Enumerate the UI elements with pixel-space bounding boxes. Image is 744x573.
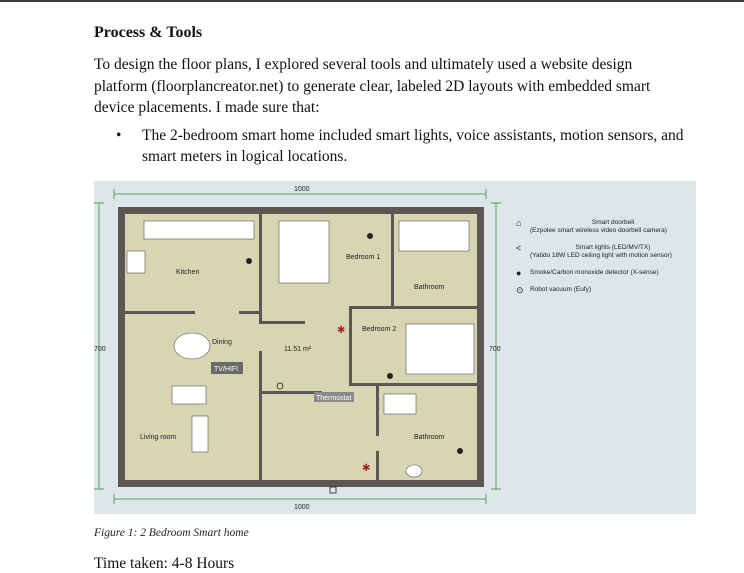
robot-vacuum-icon: ⊙ xyxy=(516,285,524,295)
hall-area-label: 11.51 m² xyxy=(284,346,312,353)
light-icon: ✱ xyxy=(362,463,371,474)
legend-item xyxy=(516,219,696,235)
legend-desc: Smoke/Carbon monoxide detector (X-sense) xyxy=(530,269,659,276)
smoke-detector-icon xyxy=(246,258,252,264)
thermostat-label: Thermostat xyxy=(316,395,352,402)
sofa xyxy=(172,386,206,404)
floorplan-figure xyxy=(94,181,696,514)
kitchen-counter xyxy=(144,221,254,239)
bedroom-1-label: Bedroom 1 xyxy=(346,254,381,261)
list-item xyxy=(94,125,684,168)
light-icon: < xyxy=(516,243,522,253)
dining-table xyxy=(174,333,210,359)
doorbell-icon xyxy=(330,487,336,493)
legend-title: Smart doorbell xyxy=(591,219,635,226)
smoke-detector-icon xyxy=(367,233,373,239)
figure-caption: Figure 1: 2 Bedroom Smart home xyxy=(94,527,249,539)
tv-label: TV/HIFI xyxy=(214,366,239,373)
dim-right: 700 xyxy=(489,346,501,353)
bathtub xyxy=(399,221,469,251)
legend xyxy=(516,219,696,303)
legend-title: Smart lights (LED/MV/TX) xyxy=(575,244,651,251)
legend-desc: (Ezpolee smart wireless video doorbell camera) xyxy=(530,227,667,234)
bed-1 xyxy=(279,221,329,283)
bathroom-1-label: Bathroom xyxy=(414,284,445,291)
armchair xyxy=(192,416,208,452)
bathroom-2-label: Bathroom xyxy=(414,434,445,441)
dining-label: Dining xyxy=(212,339,232,346)
dim-left: 700 xyxy=(94,346,106,353)
document-body xyxy=(94,22,704,168)
light-icon: ✱ xyxy=(337,325,346,336)
legend-item xyxy=(516,269,696,277)
bullet-icon: • xyxy=(116,126,122,144)
bullet-list xyxy=(94,125,704,168)
top-rule xyxy=(0,0,744,2)
shower xyxy=(384,394,416,414)
dim-bottom: 1000 xyxy=(294,504,310,511)
legend-desc: (Yatido 18W LED ceiling light with motion sensor) xyxy=(530,252,672,259)
smoke-detector-icon: ● xyxy=(516,268,522,278)
bed-2 xyxy=(406,324,474,374)
time-taken: Time taken: 4-8 Hours xyxy=(94,555,235,572)
living-room-label: Living room xyxy=(140,434,177,441)
section-heading: Process & Tools xyxy=(94,24,203,41)
kitchen-label: Kitchen xyxy=(176,269,200,276)
stove xyxy=(127,251,145,273)
legend-desc: Robot vacuum (Eufy) xyxy=(530,286,592,293)
smoke-detector-icon xyxy=(457,448,463,454)
legend-item xyxy=(516,244,696,260)
doorbell-icon: ⌂ xyxy=(516,218,522,228)
smoke-detector-icon xyxy=(387,373,393,379)
bedroom-2-label: Bedroom 2 xyxy=(362,326,397,333)
legend-item xyxy=(516,286,696,294)
list-item-text: The 2-bedroom smart home included smart lights, voice assistants, motion sensors, and smart meters in logical locations. xyxy=(142,126,684,165)
toilet xyxy=(406,465,422,477)
dim-top: 1000 xyxy=(294,186,310,193)
intro-paragraph: To design the floor plans, I explored several tools and ultimately used a website design platform (floorplancreator.net) to generate clear, labeled 2D layouts with embedded smart device placements. I made sure that: xyxy=(94,56,651,116)
